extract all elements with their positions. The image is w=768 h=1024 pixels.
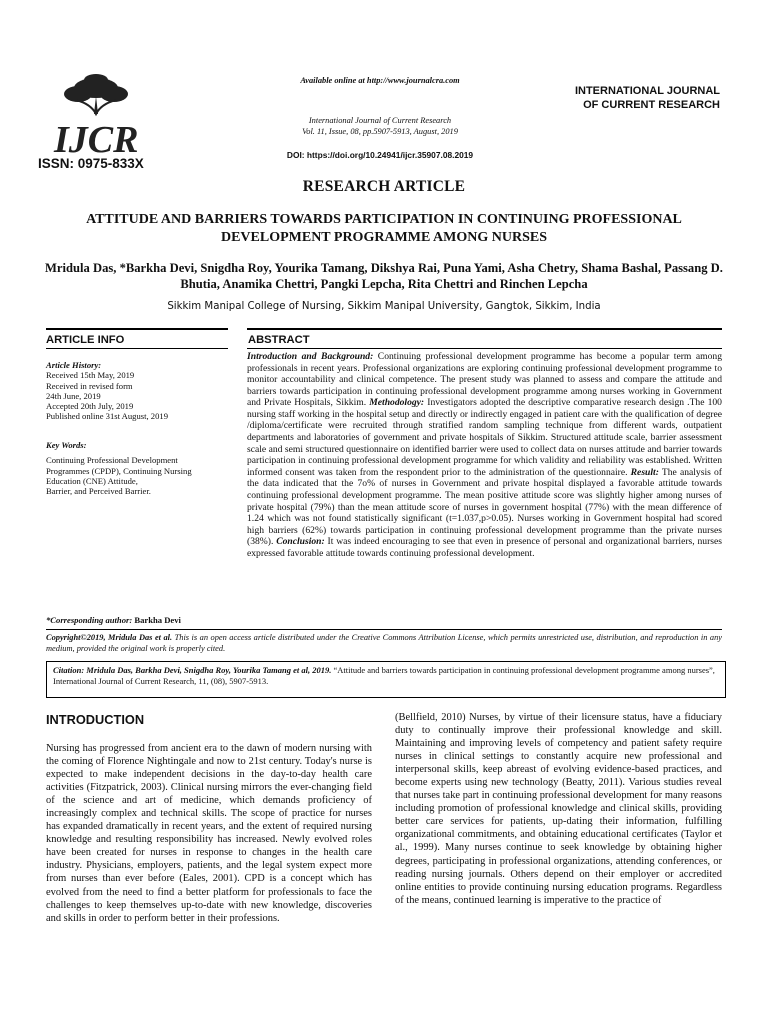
keyword-line: Barrier, and Perceived Barrier. [46, 486, 151, 497]
abstract-intro-label: Introduction and Background: [247, 351, 374, 362]
abstract-conclusion-text: It was indeed encouraging to see that even in presence of personal and organizational barriers, nurses expressed favorable attitude towards continuing professional development. [247, 536, 722, 559]
journal-title-block [575, 84, 720, 112]
available-online: Available online at http://www.journalcra.com [300, 76, 460, 85]
issn: ISSN: 0975-833X [38, 156, 144, 171]
article-type: RESEARCH ARTICLE [302, 178, 466, 195]
divider [247, 328, 722, 330]
keyword-line: Education (CNE) Attitude, [46, 475, 138, 486]
abstract-result-text: The analysis of the data indicated that the 7o% of nurses in Government and private hospital displayed a favorable attitude towards continuing professional development programme. The mean positive attitude score was slightly higher among nurses of private hospital (79%) than the mean attitude score of nurses in government hospital (77%) with the mean difference of 1.24 which was not found statistically significant (t=1.037,p>0.05). Nurses working in Government hospital had scored high barriers (62%) towards participation in continuing professional development programme than the private nurses (38%). [247, 466, 722, 548]
keywords [46, 440, 236, 496]
corresponding-name: Barkha Devi [134, 615, 181, 625]
abstract-methodology-text: Investigators adopted the descriptive comparative research design .The 100 nursing staff working in the hospital setup and directly or indirectly engaged in patient care with the qualification of degree /diploma/certificate were recruited through stratified random sampling technique from different wards, outpatient departments and laboratories of government and private hospitals of Sikkim. Structured attitude scale, barrier assessment scale and semi structured questionnaire on identified barrier were used to collect data on nurses attitude and barrier towards participation in continuing professional development programme for which validity and reliability was established. Written informed consent was taken from the respondent prior to the administration of the questionnaire. [247, 397, 722, 478]
divider [46, 629, 722, 630]
abstract-methodology-label: Methodology: [369, 397, 425, 409]
abstract-heading: ABSTRACT [248, 334, 310, 346]
doi: DOI: https://doi.org/10.24941/ijcr.35907.08.2019 [286, 150, 474, 160]
corresponding-author [46, 615, 181, 625]
citation-text: “Attitude and barriers towards participation in continuing professional development programme among nurses”, International Journal of Current Research, 11, (08), 5907-5913. [53, 665, 715, 686]
divider [46, 348, 228, 349]
journal-logo [36, 70, 166, 160]
history-line: Published online 31st August, 2019 [46, 411, 168, 422]
introduction-left-column: Nursing has progressed from ancient era to the dawn of modern nursing with the coming of Florence Nightingale and now to 21st century. Today's nurse is expected to make independent decisions in the day-to-day health care activities (Fitzpatrick, 2003). Clinical nursing mirrors the ever-changing field of the science and art of medicine, which demands proficiency of increasingly complex and technical skills. The scope of practice for nurses has expanded dramatically in recent years, and the extent of required nursing knowledge and resulting responsibility has increased. Newly evolved roles have been created for nurses in response to changes in the health care industry. Physicians, employers, patients, and the legal system expect more from nurses than ever before (Eales, 2001). CPD is a concept which has evolved from the need to find a better platform for professionals to face the challenges to keep themselves up-to-date with new knowledge, discoveries and skills in order to perform better in their professions. [46, 743, 372, 924]
divider [46, 328, 228, 330]
abstract-conclusion-label: Conclusion: [276, 536, 325, 548]
history-line: Received in revised form [46, 380, 133, 391]
keyword-line: Programmes (CPDP), Continuing Nursing [46, 465, 192, 476]
divider [247, 348, 722, 349]
keyword-line: Continuing Professional Development [46, 455, 178, 466]
copyright-bold: Copyright©2019, Mridula Das et al. [46, 633, 173, 642]
article-history [46, 360, 236, 422]
abstract-result-label: Result: [630, 466, 659, 478]
journal-name: International Journal of Current Research [308, 116, 452, 125]
citation-label: Citation: Mridula Das, Barkha Devi, Snigdha Roy, Yourika Tamang et al, 2019. [53, 665, 332, 675]
abstract-body [247, 351, 722, 559]
introduction-heading: INTRODUCTION [46, 712, 145, 727]
journal-title-line1: INTERNATIONAL JOURNAL [574, 85, 720, 97]
journal-volume: Vol. 11, Issue, 08, pp.5907-5913, August, 2019 [302, 127, 458, 136]
copyright-text: This is an open access article distributed under the Creative Commons Attribution License, which permits unrestricted use, distribution, and reproduction in any medium, provided the original work is properly cited. [46, 633, 723, 653]
introduction-right-column: (Bellfield, 2010) Nurses, by virtue of their licensure status, have a fiduciary duty to continually improve their professional knowledge and skill. Maintaining and improving levels of competency and patient safety require nurses in clinical settings to constantly acquire new professional and interpersonal skills, keep abreast of evolving evidence-based practices, and become experts using new technology (Beatty, 2011). Various studies reveal that nurses take part in continuing professional development for many reasons including promotion of professional knowledge and clinical skills, providing better care services for patients, up-dating their information, fulfilling organizational commitments, and obtaining educational certificates (Taylor et al., 1999). Many nurses continue to seek knowledge by obtaining higher degrees, participating in professional organizations, attending conferences, or reading nursing journals. Others depend on their employer or accredited online entities to provide continuing nursing education programs. Regardless of the means, continued learning is imperative to the practice of [395, 712, 722, 906]
authors: Mridula Das, *Barkha Devi, Snigdha Roy, Yourika Tamang, Dikshya Rai, Puna Yami, Asha Chetry, Shama Bashal, Passang D. Bhutia, Anamika Chettri, Pangki Lepcha, Rita Chettri and Rinchen Lepcha [45, 261, 723, 291]
history-line: Accepted 20th July, 2019 [46, 401, 134, 412]
copyright-notice [46, 632, 722, 654]
journal-title-line2: OF CURRENT RESEARCH [583, 99, 720, 111]
keywords-heading: Key Words: [46, 440, 87, 450]
history-line: 24th June, 2019 [46, 390, 101, 401]
article-info-heading: ARTICLE INFO [46, 334, 125, 346]
history-heading: Article History: [46, 360, 102, 370]
paper-title: ATTITUDE AND BARRIERS TOWARDS PARTICIPATION IN CONTINUING PROFESSIONAL DEVELOPMENT PROGRAMME AMONG NURSES [86, 212, 682, 245]
corresponding-label: *Corresponding author: [46, 615, 133, 625]
abstract-intro-text: Continuing professional development programme has become a popular term among professionals in recent years. Professional organizations are exploring continuing professional development programme to monitor accountability and clinical competence. The present study was planned to assess and compare the attitude and barriers towards participation in continuing professional development programme among nurses working in Government and Private Hospitals, Sikkim. [247, 351, 723, 409]
affiliation: Sikkim Manipal College of Nursing, Sikkim Manipal University, Gangtok, Sikkim, India [167, 301, 601, 312]
history-line: Received 15th May, 2019 [46, 370, 135, 381]
logo-lettering: IJCR [54, 119, 139, 160]
citation-box [46, 661, 726, 698]
